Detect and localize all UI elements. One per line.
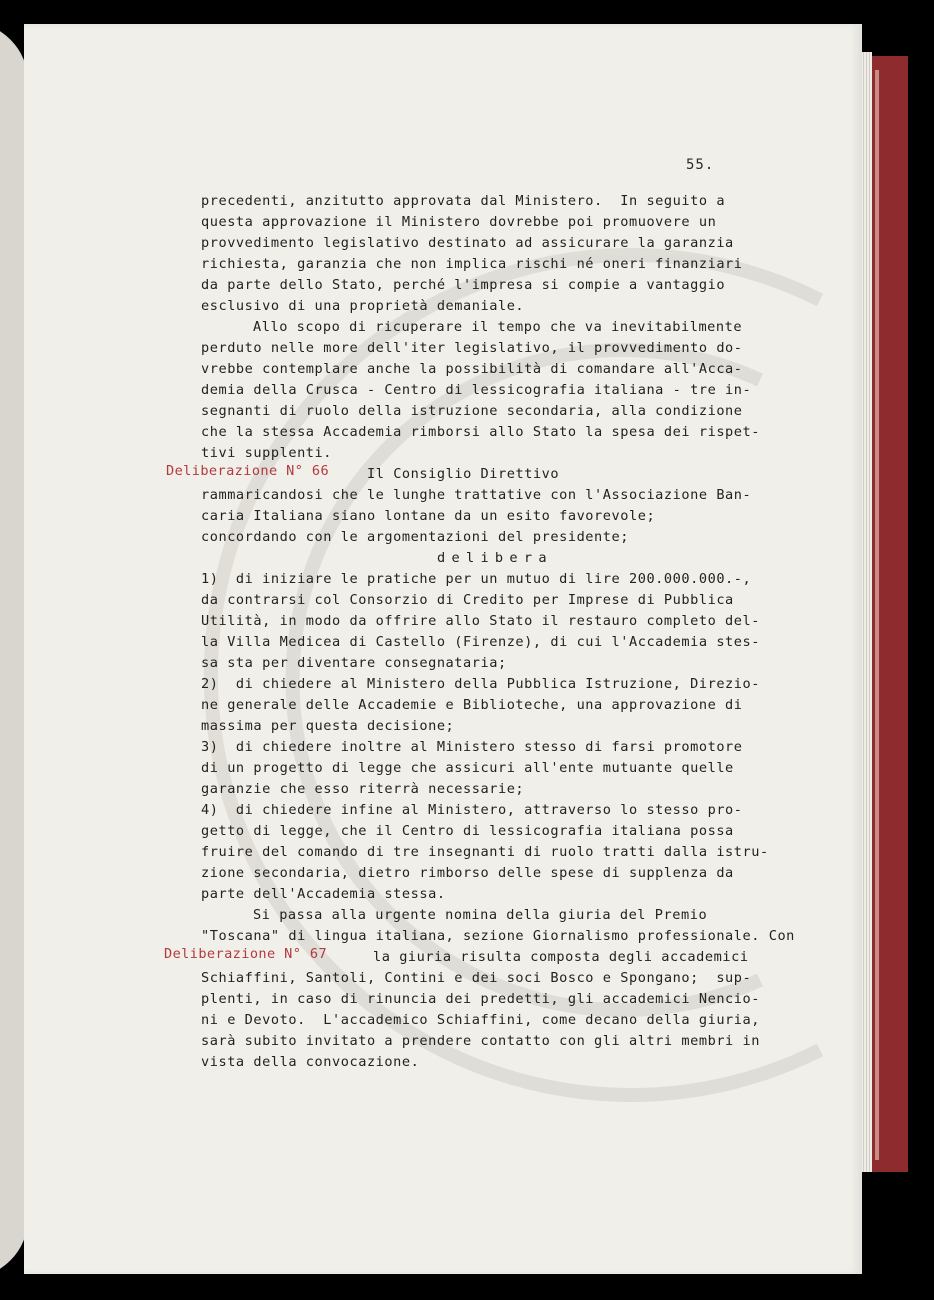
text-line: esclusivo di una proprietà demaniale. [201,298,525,314]
text-line: la giuria risulta composta degli accademici [373,949,749,965]
text-line: richiesta, garanzia che non implica rischi né oneri finanziari [201,256,743,272]
text-line: questa approvazione il Ministero dovrebbe poi promuovere un [201,214,717,230]
margin-note-deliberazione-66: Deliberazione N° 66 [166,463,330,479]
text-line: da parte dello Stato, perché l'impresa si compie a vantaggio [201,277,726,293]
text-line: demia della Crusca - Centro di lessicografia italiana - tre in- [201,382,752,398]
book-cover-stripe [875,70,879,1160]
text-line: 1) di iniziare le pratiche per un mutuo di lire 200.000.000.-, [201,571,752,587]
text-line: fruire del comando di tre insegnanti di ruolo tratti dalla istru- [201,844,769,860]
text-line: rammaricandosi che le lunghe trattative con l'Associazione Ban- [201,487,752,503]
page-number: 55. [686,157,715,173]
text-line: da contrarsi col Consorzio di Credito per Imprese di Pubblica [201,592,734,608]
text-line: concordando con le argomentazioni del presidente; [201,529,629,545]
text-line: Il Consiglio Direttivo [367,466,560,482]
text-line-delibera: delibera [437,550,553,566]
text-line: segnanti di ruolo della istruzione secondaria, alla condizione [201,403,743,419]
text-line: provvedimento legislativo destinato ad assicurare la garanzia [201,235,734,251]
text-line: massima per questa decisione; [201,718,455,734]
text-line: caria Italiana siano lontane da un esito favorevole; [201,508,656,524]
text-line: che la stessa Accademia rimborsi allo Stato la spesa dei rispet- [201,424,760,440]
text-line: Si passa alla urgente nomina della giuria del Premio [253,907,708,923]
text-line: getto di legge, che il Centro di lessicografia italiana possa [201,823,734,839]
text-line: garanzie che esso riterrà necessarie; [201,781,525,797]
text-line: vista della convocazione. [201,1054,420,1070]
text-line: vrebbe contemplare anche la possibilità di comandare all'Acca- [201,361,743,377]
text-line: 3) di chiedere inoltre al Ministero stesso di farsi promotore [201,739,743,755]
text-line: plenti, in caso di rinuncia dei predetti, gli accademici Nencio- [201,991,760,1007]
text-line: Utilità, in modo da offrire allo Stato il restauro completo del- [201,613,760,629]
text-line: la Villa Medicea di Castello (Firenze), di cui l'Accademia stes- [201,634,760,650]
text-line: sa sta per diventare consegnataria; [201,655,507,671]
text-line: Allo scopo di ricuperare il tempo che va inevitabilmente [253,319,743,335]
text-line: precedenti, anzitutto approvata dal Ministero. In seguito a [201,193,726,209]
text-line: tivi supplenti. [201,445,333,461]
text-line: di un progetto di legge che assicuri all'ente mutuante quelle [201,760,734,776]
text-line: zione secondaria, dietro rimborso delle spese di supplenza da [201,865,734,881]
text-line: ne generale delle Accademie e Biblioteche, una approvazione di [201,697,743,713]
text-line: "Toscana" di lingua italiana, sezione Giornalismo professionale. Con [201,928,795,944]
margin-note-deliberazione-67: Deliberazione N° 67 [164,946,328,962]
text-line: perduto nelle more dell'iter legislativo, il provvedimento do- [201,340,743,356]
text-line: Schiaffini, Santoli, Contini e dei soci Bosco e Spongano; sup- [201,970,752,986]
text-line: parte dell'Accademia stessa. [201,886,446,902]
text-line: ni e Devoto. L'accademico Schiaffini, come decano della giuria, [201,1012,760,1028]
text-line: sarà subito invitato a prendere contatto con gli altri membri in [201,1033,760,1049]
text-line: 2) di chiedere al Ministero della Pubblica Istruzione, Direzio- [201,676,760,692]
text-line: 4) di chiedere infine al Ministero, attraverso lo stesso pro- [201,802,743,818]
